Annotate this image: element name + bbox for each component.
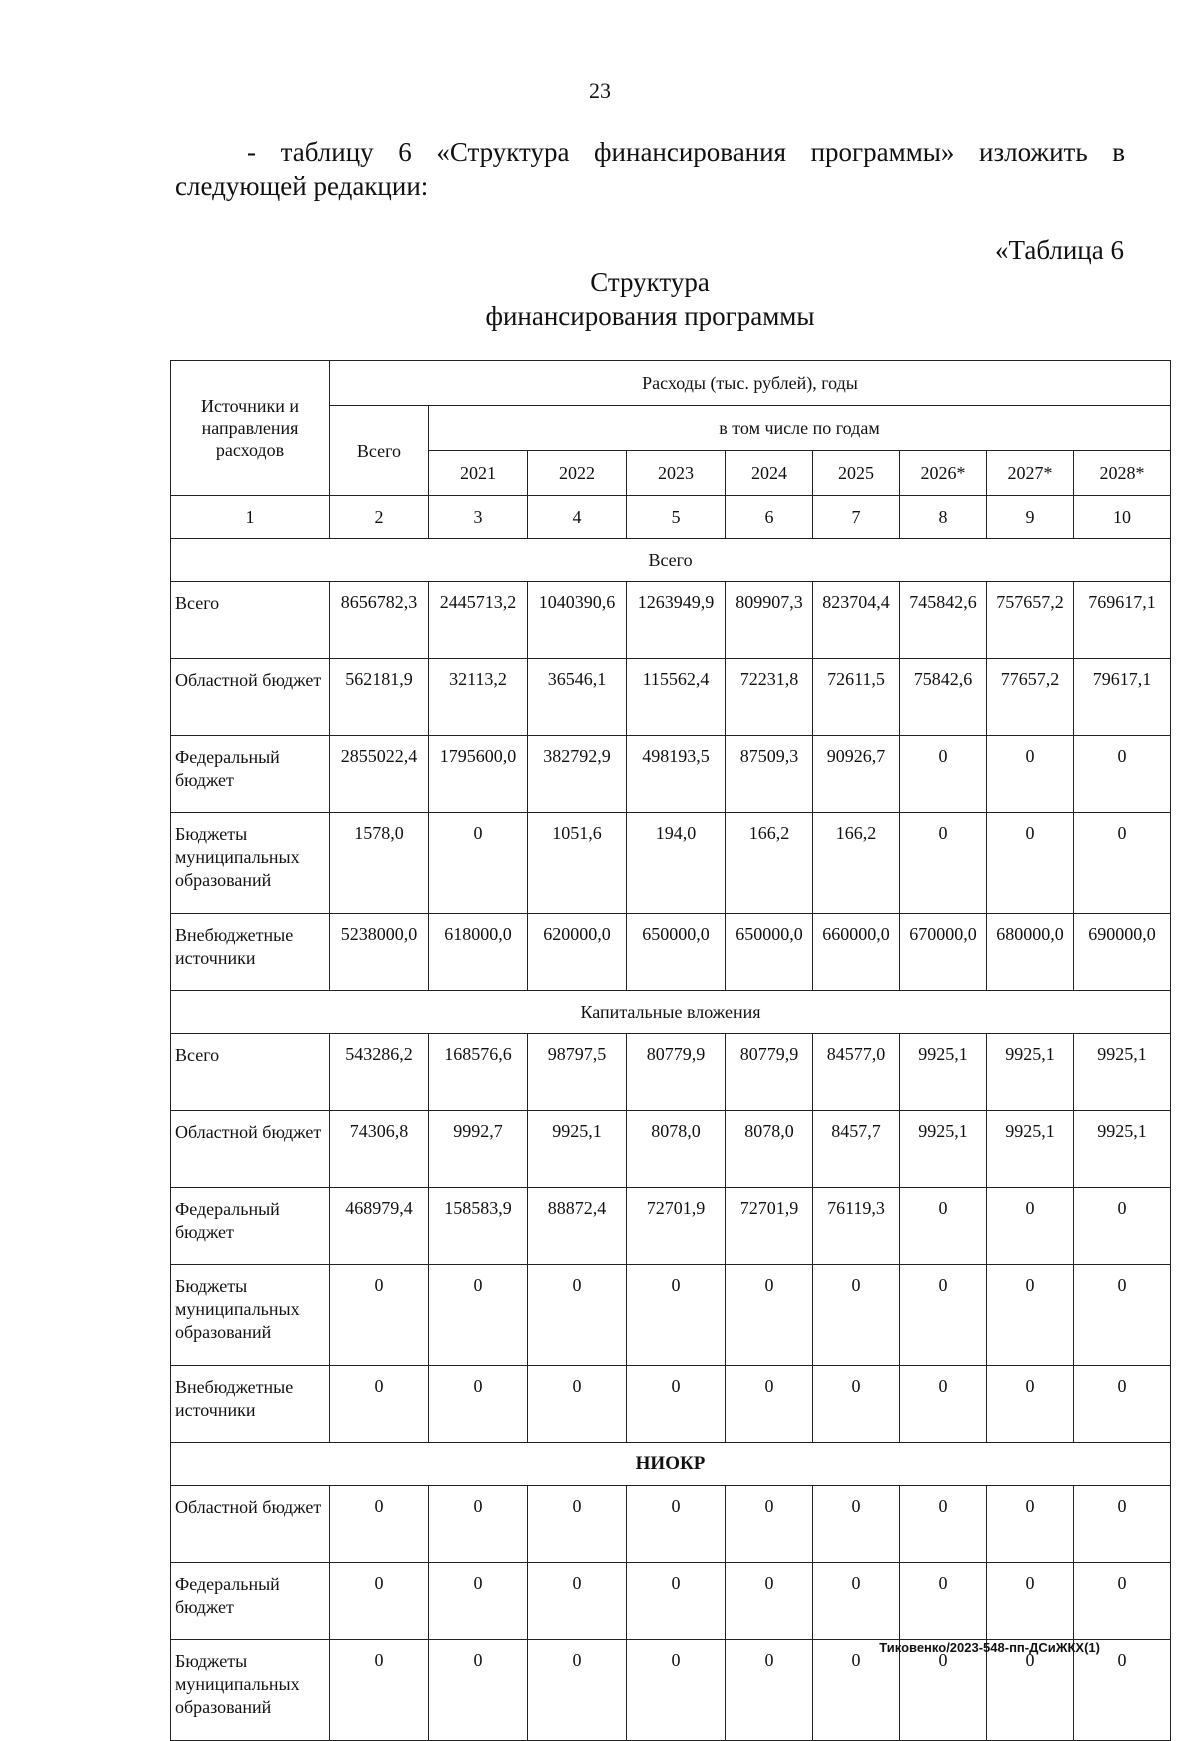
column-number: 10 bbox=[1074, 496, 1171, 539]
table-title-line1: Структура bbox=[590, 267, 710, 297]
value-cell: 0 bbox=[429, 1366, 528, 1443]
value-cell: 0 bbox=[330, 1265, 429, 1366]
row-label: Федеральный бюджет bbox=[171, 1188, 330, 1265]
value-cell: 0 bbox=[528, 1640, 627, 1741]
value-cell: 9992,7 bbox=[429, 1111, 528, 1188]
row-label: Бюджеты муниципальных образований bbox=[171, 813, 330, 914]
value-cell: 9925,1 bbox=[987, 1111, 1074, 1188]
value-cell: 809907,3 bbox=[726, 582, 813, 659]
column-number-row bbox=[171, 496, 1171, 539]
table-title-line2: финансирования программы bbox=[485, 301, 815, 331]
value-cell: 0 bbox=[1074, 1563, 1171, 1640]
value-cell: 1051,6 bbox=[528, 813, 627, 914]
row-label: Областной бюджет bbox=[171, 1111, 330, 1188]
value-cell: 2445713,2 bbox=[429, 582, 528, 659]
value-cell: 690000,0 bbox=[1074, 914, 1171, 991]
header-year: 2023 bbox=[627, 451, 726, 496]
value-cell: 0 bbox=[726, 1486, 813, 1563]
value-cell: 72701,9 bbox=[627, 1188, 726, 1265]
table-row bbox=[171, 914, 1171, 991]
table-row bbox=[171, 1366, 1171, 1443]
value-cell: 0 bbox=[627, 1563, 726, 1640]
value-cell: 0 bbox=[429, 1486, 528, 1563]
value-cell: 543286,2 bbox=[330, 1034, 429, 1111]
row-label: Областной бюджет bbox=[171, 659, 330, 736]
header-by-years: в том числе по годам bbox=[429, 406, 1171, 451]
value-cell: 0 bbox=[813, 1640, 900, 1741]
value-cell: 90926,7 bbox=[813, 736, 900, 813]
value-cell: 0 bbox=[528, 1366, 627, 1443]
value-cell: 618000,0 bbox=[429, 914, 528, 991]
row-label: Федеральный бюджет bbox=[171, 1563, 330, 1640]
column-number: 9 bbox=[987, 496, 1074, 539]
value-cell: 0 bbox=[726, 1265, 813, 1366]
header-year: 2022 bbox=[528, 451, 627, 496]
row-label: Всего bbox=[171, 1034, 330, 1111]
value-cell: 0 bbox=[987, 1563, 1074, 1640]
header-expenses: Расходы (тыс. рублей), годы bbox=[330, 361, 1171, 406]
table-row bbox=[171, 1563, 1171, 1640]
value-cell: 0 bbox=[528, 1563, 627, 1640]
header-source: Источники и направления расходов bbox=[171, 361, 330, 496]
value-cell: 0 bbox=[726, 1640, 813, 1741]
value-cell: 72701,9 bbox=[726, 1188, 813, 1265]
value-cell: 0 bbox=[813, 1486, 900, 1563]
column-number: 2 bbox=[330, 496, 429, 539]
section-header-row bbox=[171, 991, 1171, 1034]
header-year: 2021 bbox=[429, 451, 528, 496]
header-year: 2027* bbox=[987, 451, 1074, 496]
value-cell: 194,0 bbox=[627, 813, 726, 914]
value-cell: 80779,9 bbox=[726, 1034, 813, 1111]
document-code: Тиковенко/2023-548-пп-ДСиЖКХ(1) bbox=[879, 1640, 1100, 1655]
value-cell: 166,2 bbox=[726, 813, 813, 914]
value-cell: 0 bbox=[900, 1188, 987, 1265]
header-year: 2028* bbox=[1074, 451, 1171, 496]
value-cell: 0 bbox=[429, 813, 528, 914]
value-cell: 0 bbox=[429, 1265, 528, 1366]
section-title: Всего bbox=[171, 539, 1171, 582]
value-cell: 1040390,6 bbox=[528, 582, 627, 659]
value-cell: 9925,1 bbox=[987, 1034, 1074, 1111]
value-cell: 823704,4 bbox=[813, 582, 900, 659]
table-row bbox=[171, 1111, 1171, 1188]
row-label: Бюджеты муниципальных образований bbox=[171, 1265, 330, 1366]
value-cell: 79617,1 bbox=[1074, 659, 1171, 736]
value-cell: 382792,9 bbox=[528, 736, 627, 813]
value-cell: 87509,3 bbox=[726, 736, 813, 813]
section-title: НИОКР bbox=[171, 1443, 1171, 1486]
table-row bbox=[171, 736, 1171, 813]
section-title: Капитальные вложения bbox=[171, 991, 1171, 1034]
table-caption: «Таблица 6 bbox=[995, 235, 1124, 265]
value-cell: 0 bbox=[528, 1486, 627, 1563]
column-number: 8 bbox=[900, 496, 987, 539]
value-cell: 0 bbox=[1074, 813, 1171, 914]
value-cell: 0 bbox=[726, 1366, 813, 1443]
value-cell: 9925,1 bbox=[1074, 1034, 1171, 1111]
value-cell: 0 bbox=[429, 1640, 528, 1741]
row-label: Бюджеты муниципальных образований bbox=[171, 1640, 330, 1741]
value-cell: 0 bbox=[330, 1563, 429, 1640]
table-row bbox=[171, 1265, 1171, 1366]
value-cell: 0 bbox=[330, 1486, 429, 1563]
value-cell: 0 bbox=[987, 813, 1074, 914]
value-cell: 158583,9 bbox=[429, 1188, 528, 1265]
value-cell: 0 bbox=[900, 1366, 987, 1443]
value-cell: 0 bbox=[987, 1265, 1074, 1366]
value-cell: 0 bbox=[900, 1563, 987, 1640]
header-total: Всего bbox=[330, 406, 429, 496]
section-header-row bbox=[171, 539, 1171, 582]
value-cell: 0 bbox=[330, 1366, 429, 1443]
column-number: 1 bbox=[171, 496, 330, 539]
value-cell: 8457,7 bbox=[813, 1111, 900, 1188]
value-cell: 0 bbox=[429, 1563, 528, 1640]
value-cell: 168576,6 bbox=[429, 1034, 528, 1111]
column-number: 6 bbox=[726, 496, 813, 539]
value-cell: 0 bbox=[987, 736, 1074, 813]
value-cell: 0 bbox=[900, 813, 987, 914]
table-row bbox=[171, 1486, 1171, 1563]
value-cell: 0 bbox=[1074, 1265, 1171, 1366]
value-cell: 1795600,0 bbox=[429, 736, 528, 813]
row-label: Внебюджетные источники bbox=[171, 1366, 330, 1443]
value-cell: 0 bbox=[900, 736, 987, 813]
value-cell: 9925,1 bbox=[900, 1034, 987, 1111]
row-label: Областной бюджет bbox=[171, 1486, 330, 1563]
value-cell: 0 bbox=[900, 1486, 987, 1563]
value-cell: 0 bbox=[1074, 1188, 1171, 1265]
value-cell: 562181,9 bbox=[330, 659, 429, 736]
table-row bbox=[171, 582, 1171, 659]
value-cell: 0 bbox=[900, 1265, 987, 1366]
value-cell: 0 bbox=[1074, 736, 1171, 813]
header-row-1 bbox=[171, 361, 1171, 406]
value-cell: 757657,2 bbox=[987, 582, 1074, 659]
table-row bbox=[171, 1188, 1171, 1265]
value-cell: 0 bbox=[627, 1640, 726, 1741]
value-cell: 0 bbox=[900, 1640, 987, 1741]
value-cell: 670000,0 bbox=[900, 914, 987, 991]
value-cell: 8078,0 bbox=[726, 1111, 813, 1188]
value-cell: 1578,0 bbox=[330, 813, 429, 914]
value-cell: 620000,0 bbox=[528, 914, 627, 991]
table-row bbox=[171, 1034, 1171, 1111]
row-label: Федеральный бюджет bbox=[171, 736, 330, 813]
row-label: Всего bbox=[171, 582, 330, 659]
value-cell: 32113,2 bbox=[429, 659, 528, 736]
value-cell: 769617,1 bbox=[1074, 582, 1171, 659]
value-cell: 468979,4 bbox=[330, 1188, 429, 1265]
value-cell: 5238000,0 bbox=[330, 914, 429, 991]
value-cell: 72611,5 bbox=[813, 659, 900, 736]
value-cell: 0 bbox=[987, 1486, 1074, 1563]
value-cell: 0 bbox=[1074, 1486, 1171, 1563]
value-cell: 98797,5 bbox=[528, 1034, 627, 1111]
value-cell: 0 bbox=[627, 1366, 726, 1443]
value-cell: 0 bbox=[726, 1563, 813, 1640]
value-cell: 77657,2 bbox=[987, 659, 1074, 736]
column-number: 5 bbox=[627, 496, 726, 539]
value-cell: 115562,4 bbox=[627, 659, 726, 736]
section-header-row bbox=[171, 1443, 1171, 1486]
value-cell: 0 bbox=[813, 1366, 900, 1443]
value-cell: 72231,8 bbox=[726, 659, 813, 736]
value-cell: 745842,6 bbox=[900, 582, 987, 659]
value-cell: 1263949,9 bbox=[627, 582, 726, 659]
value-cell: 8656782,3 bbox=[330, 582, 429, 659]
value-cell: 76119,3 bbox=[813, 1188, 900, 1265]
value-cell: 650000,0 bbox=[726, 914, 813, 991]
financing-table bbox=[170, 360, 1171, 1741]
value-cell: 0 bbox=[813, 1563, 900, 1640]
value-cell: 9925,1 bbox=[1074, 1111, 1171, 1188]
value-cell: 2855022,4 bbox=[330, 736, 429, 813]
value-cell: 680000,0 bbox=[987, 914, 1074, 991]
value-cell: 9925,1 bbox=[528, 1111, 627, 1188]
value-cell: 8078,0 bbox=[627, 1111, 726, 1188]
column-number: 3 bbox=[429, 496, 528, 539]
value-cell: 0 bbox=[987, 1366, 1074, 1443]
value-cell: 166,2 bbox=[813, 813, 900, 914]
value-cell: 0 bbox=[987, 1640, 1074, 1741]
value-cell: 0 bbox=[1074, 1366, 1171, 1443]
value-cell: 0 bbox=[987, 1188, 1074, 1265]
column-number: 7 bbox=[813, 496, 900, 539]
header-year: 2025 bbox=[813, 451, 900, 496]
value-cell: 0 bbox=[330, 1640, 429, 1741]
value-cell: 80779,9 bbox=[627, 1034, 726, 1111]
value-cell: 36546,1 bbox=[528, 659, 627, 736]
value-cell: 75842,6 bbox=[900, 659, 987, 736]
value-cell: 0 bbox=[627, 1486, 726, 1563]
table-title bbox=[0, 265, 1200, 333]
value-cell: 84577,0 bbox=[813, 1034, 900, 1111]
value-cell: 498193,5 bbox=[627, 736, 726, 813]
value-cell: 0 bbox=[1074, 1640, 1171, 1741]
intro-paragraph: - таблицу 6 «Структура финансирования программы» изложить в следующей редакции: bbox=[175, 137, 1125, 201]
page-number: 23 bbox=[589, 78, 611, 103]
value-cell: 650000,0 bbox=[627, 914, 726, 991]
value-cell: 0 bbox=[528, 1265, 627, 1366]
table-row bbox=[171, 659, 1171, 736]
value-cell: 0 bbox=[813, 1265, 900, 1366]
value-cell: 74306,8 bbox=[330, 1111, 429, 1188]
row-label: Внебюджетные источники bbox=[171, 914, 330, 991]
table-row bbox=[171, 813, 1171, 914]
header-year: 2026* bbox=[900, 451, 987, 496]
column-number: 4 bbox=[528, 496, 627, 539]
value-cell: 9925,1 bbox=[900, 1111, 987, 1188]
value-cell: 88872,4 bbox=[528, 1188, 627, 1265]
value-cell: 0 bbox=[627, 1265, 726, 1366]
header-year: 2024 bbox=[726, 451, 813, 496]
value-cell: 660000,0 bbox=[813, 914, 900, 991]
